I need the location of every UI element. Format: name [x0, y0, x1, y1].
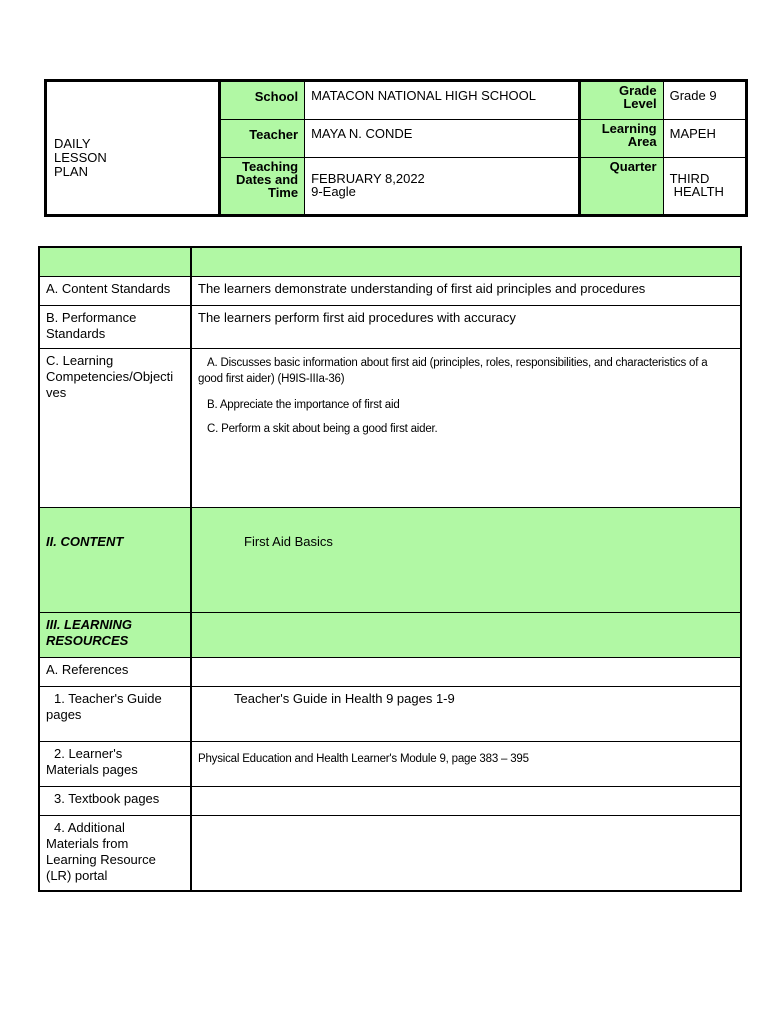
label-line: Materials from — [46, 836, 129, 851]
grade-level-label — [580, 81, 663, 120]
table-row — [39, 306, 741, 349]
school-value: MATACON NATIONAL HIGH SCHOOL — [305, 81, 580, 120]
teaching-dates-label — [219, 158, 304, 216]
table-row — [39, 277, 741, 306]
lesson-plan-table — [38, 246, 742, 892]
content-standards-label: A. Content Standards — [39, 277, 191, 306]
learners-materials-label — [39, 742, 191, 787]
label-line: (LR) portal — [46, 868, 108, 883]
header-blank-cell — [191, 247, 741, 277]
value-line: HEALTH — [673, 184, 724, 199]
learning-area-value: MAPEH — [663, 120, 746, 158]
performance-standards-value: The learners perform first aid procedures with accuracy — [191, 306, 741, 349]
label-line: Time — [267, 185, 299, 200]
label-line: pages — [46, 707, 82, 722]
label-line: 2. Learner's — [54, 746, 123, 761]
title-line: DAILY — [54, 136, 91, 151]
table-row — [39, 787, 741, 816]
table-row — [39, 742, 741, 787]
quarter-value — [663, 158, 746, 216]
table-row — [39, 613, 741, 658]
references-value — [191, 658, 741, 687]
label-line: III. LEARNING — [46, 617, 132, 632]
content-section-label: II. CONTENT — [39, 508, 191, 613]
label-line: Grade — [619, 83, 657, 98]
table-row — [39, 658, 741, 687]
table-row — [39, 687, 741, 742]
references-label: A. References — [39, 658, 191, 687]
teaching-dates-value — [305, 158, 580, 216]
school-label: School — [219, 81, 304, 120]
label-line: Dates and — [235, 172, 299, 187]
table-row — [39, 816, 741, 892]
content-standards-value: The learners demonstrate understanding of first aid principles and procedures — [191, 277, 741, 306]
competency-item: A. Discusses basic information about first aid (principles, roles, responsibilities, and characteristics of a good first aider) (H9IS-IIIa-36) — [198, 357, 708, 385]
additional-materials-label — [39, 816, 191, 892]
performance-standards-label — [39, 306, 191, 349]
additional-materials-value — [191, 816, 741, 892]
competency-item: B. Appreciate the importance of first aid — [207, 399, 400, 411]
teacher-label: Teacher — [219, 120, 304, 158]
title-line: PLAN — [54, 164, 88, 179]
label-line: B. Performance — [46, 310, 137, 325]
competencies-label — [39, 349, 191, 508]
daily-lesson-plan-title — [46, 81, 220, 216]
label-line: 1. Teacher's Guide — [54, 691, 162, 706]
value-line: THIRD — [669, 171, 710, 186]
teachers-guide-label — [39, 687, 191, 742]
learners-materials-value: Physical Education and Health Learner's Module 9, page 383 – 395 — [191, 742, 741, 787]
label-line: RESOURCES — [46, 633, 129, 648]
learning-resources-label — [39, 613, 191, 658]
table-row — [39, 508, 741, 613]
label-line: 4. Additional — [54, 820, 125, 835]
textbook-pages-label: 3. Textbook pages — [39, 787, 191, 816]
quarter-label: Quarter — [580, 158, 663, 216]
teacher-value: MAYA N. CONDE — [305, 120, 580, 158]
table-row — [39, 247, 741, 277]
title-line: LESSON — [54, 150, 107, 165]
learning-area-label — [580, 120, 663, 158]
label-line: Learning — [601, 121, 657, 136]
label-line: Area — [627, 134, 657, 149]
value-line: 9-Eagle — [311, 184, 356, 199]
competency-item: C. Perform a skit about being a good first aider. — [207, 423, 438, 435]
label-line: Level — [623, 96, 657, 111]
learning-resources-value — [191, 613, 741, 658]
competencies-value — [191, 349, 741, 508]
label-line: Standards — [46, 326, 106, 341]
header-table — [44, 79, 748, 217]
header-blank-cell — [39, 247, 191, 277]
textbook-pages-value — [191, 787, 741, 816]
content-section-value: First Aid Basics — [191, 508, 741, 613]
grade-level-value: Grade 9 — [663, 81, 746, 120]
table-row — [39, 349, 741, 508]
teachers-guide-value: Teacher's Guide in Health 9 pages 1-9 — [191, 687, 741, 742]
label-line: Competencies/Objecti — [46, 369, 174, 384]
label-line: Materials pages — [46, 762, 138, 777]
label-line: ves — [46, 385, 67, 400]
label-line: C. Learning — [46, 353, 114, 368]
label-line: Teaching — [241, 159, 299, 174]
value-line: FEBRUARY 8,2022 — [311, 171, 425, 186]
label-line: Learning Resource — [46, 852, 156, 867]
